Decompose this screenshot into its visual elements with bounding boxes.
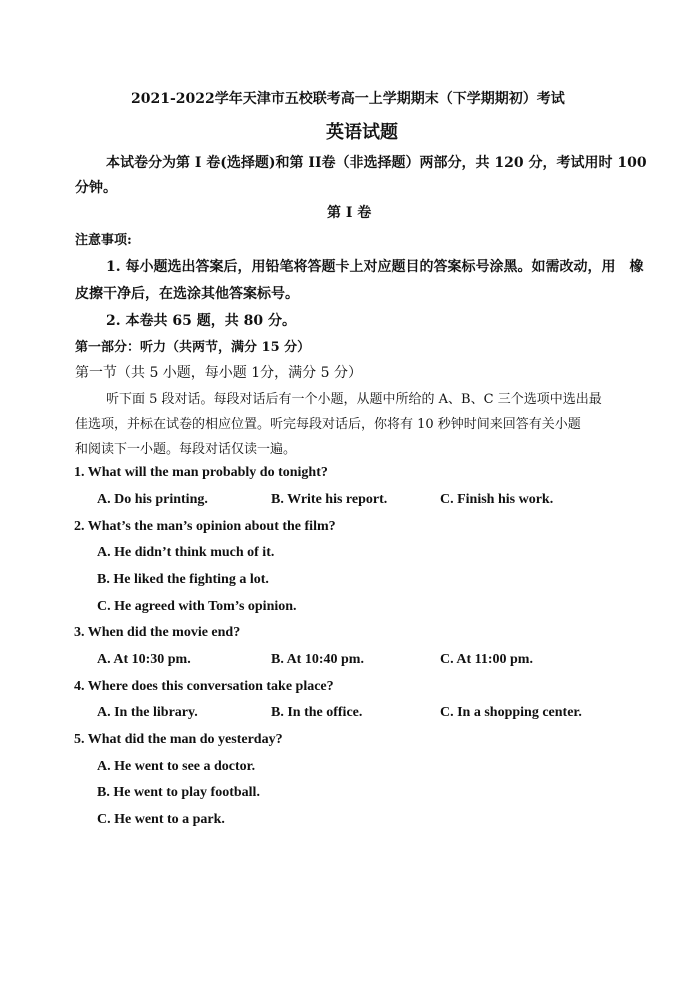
question-1-option-b: B. Write his report.	[271, 492, 388, 507]
question-3-option-b: B. At 10:40 pm.	[271, 652, 364, 667]
notes-item-1-line-2: 皮擦干净后，在选涂其他答案标号。	[75, 286, 299, 302]
question-2-option-c: C. He agreed with Tom’s opinion.	[97, 599, 297, 614]
question-2-option-a: A. He didn’t think much of it.	[97, 545, 275, 560]
subject-title: 英语试题	[326, 122, 398, 143]
volume-title: 第 I 卷	[327, 205, 372, 221]
notes-heading: 注意事项:	[75, 233, 132, 248]
part1-heading: 第一部分：听力（共两节，满分 15 分）	[75, 340, 311, 355]
question-1-stem: 1. What will the man probably do tonight?	[74, 465, 328, 480]
question-4-stem: 4. Where does this conversation take place?	[74, 679, 334, 694]
question-4-option-b: B. In the office.	[271, 705, 363, 720]
question-3-option-a: A. At 10:30 pm.	[97, 652, 191, 667]
instructions-line-1: 听下面 5 段对话。每段对话后有一个小题，从题中所给的 A、B、C 三个选项中选出最	[106, 392, 602, 407]
question-4-option-a: A. In the library.	[97, 705, 198, 720]
section1-heading: 第一节（共 5 小题，每小题 1分，满分 5 分）	[75, 365, 362, 381]
question-2-option-b: B. He liked the fighting a lot.	[97, 572, 269, 587]
question-5-option-a: A. He went to see a doctor.	[97, 759, 256, 774]
question-1-option-c: C. Finish his work.	[440, 492, 554, 507]
question-5-option-b: B. He went to play football.	[97, 785, 260, 800]
question-3-stem: 3. When did the movie end?	[74, 625, 241, 640]
question-5-option-c: C. He went to a park.	[97, 812, 225, 827]
instructions-line-3: 和阅读下一小题。每段对话仅读一遍。	[75, 442, 297, 457]
question-3-option-c: C. At 11:00 pm.	[440, 652, 533, 667]
exam-title: 2021-2022学年天津市五校联考高一上学期期末（下学期期初）考试	[131, 91, 565, 107]
notes-item-2: 2. 本卷共 65 题，共 80 分。	[106, 313, 296, 329]
question-5-stem: 5. What did the man do yesterday?	[74, 732, 283, 747]
question-2-stem: 2. What’s the man’s opinion about the film?	[74, 519, 336, 534]
instructions-line-2: 佳选项，并标在试卷的相应位置。听完每段对话后，你将有 10 秒钟时间来回答有关小题	[75, 417, 581, 432]
intro-line-1: 本试卷分为第 I 卷(选择题)和第 II卷（非选择题）两部分，共 120 分，考试用时 100	[106, 155, 647, 171]
notes-item-1-line-1: 1. 每小题选出答案后，用铅笔将答题卡上对应题目的答案标号涂黑。如需改动，用 橡	[106, 259, 644, 275]
intro-line-2: 分钟。	[75, 180, 117, 196]
question-1-option-a: A. Do his printing.	[97, 492, 208, 507]
question-4-option-c: C. In a shopping center.	[440, 705, 582, 720]
